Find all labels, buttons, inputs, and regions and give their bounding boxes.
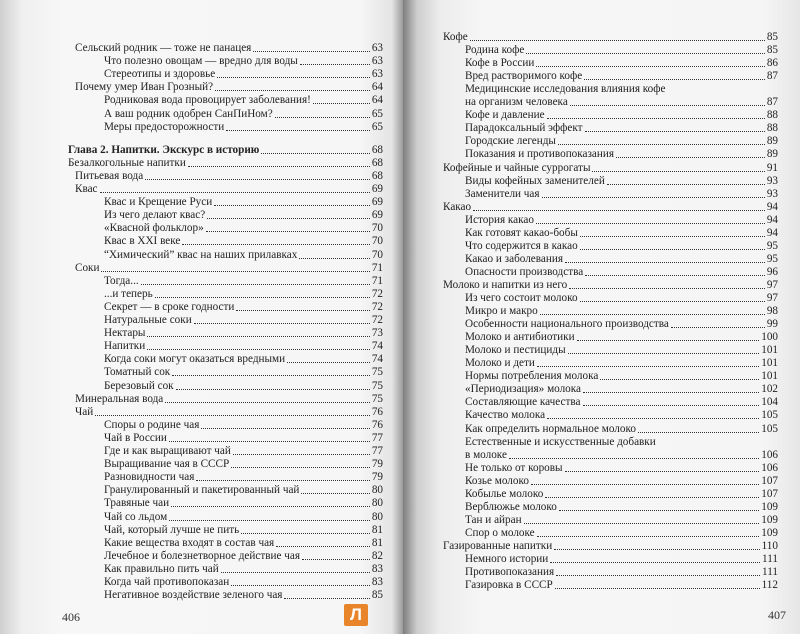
toc-entry-title: Кофейные и чайные суррогаты [443,161,591,174]
toc-entry-title: Квас [75,183,98,195]
toc-entry-title: Нектары [104,327,146,340]
dot-leader [261,153,369,154]
toc-entry-title: Когда соки могут оказаться вредными [104,353,286,366]
toc-entry-page: 63 [371,42,383,54]
toc-entry-page: 95 [766,239,778,252]
dot-leader [231,467,370,468]
toc-entry-page: 85 [371,589,383,602]
toc-entry-title: Как правильно пить чай [104,562,219,575]
dot-leader [226,130,370,131]
toc-entry-title: Гранулированный и пакетированный чай [104,484,300,497]
dot-leader [554,549,759,550]
toc-entry-title: «Периодизация» молока [465,383,581,396]
dot-leader [584,79,765,80]
toc-entry-title: Виды кофейных заменителей [465,174,605,187]
toc-entry-page: 63 [371,55,383,68]
labirint-logo: Л [344,604,368,626]
toc-entry-page: 76 [371,418,383,431]
dot-leader [176,389,370,390]
dot-leader [299,258,369,259]
toc-entry-page: 80 [371,484,383,497]
page-number-left: 406 [62,610,80,624]
toc-entry-title: Какао и заболевания [465,252,563,265]
toc-entry-title: Составляющие качества [465,396,581,409]
dot-leader [524,523,760,524]
toc-entry-title: Кофе в России [465,57,535,70]
toc-entry-page: 80 [371,510,383,523]
dot-leader [585,131,765,132]
dot-leader [607,184,765,185]
toc-entry-title: Парадоксальный эффект [465,122,583,135]
toc-entry-title: Споры о родине чая [104,418,200,431]
toc-entry-title: «Квасной фольклор» [104,222,204,235]
toc-entry-page: 71 [371,274,383,287]
dot-leader [201,428,369,429]
dot-leader [221,572,370,573]
toc-entry-page: 96 [766,265,778,278]
dot-leader [536,223,765,224]
toc-entry-page: 110 [761,539,778,552]
toc-entry-title: Естественные и искусственные добавки [465,435,656,448]
toc-entry-page: 85 [766,44,778,57]
toc-entry-page: 99 [766,318,778,331]
toc-entry-title: Из чего делают квас? [104,209,206,222]
toc-entry-title: Питьевая вода [75,169,144,182]
toc-entry-title: Не только от коровы [465,461,563,474]
dot-leader [577,340,760,341]
dot-leader [547,418,759,419]
toc-entry-page: 88 [766,122,778,135]
dot-leader [470,40,765,41]
toc-entry-title: Особенности национального производства [465,318,669,331]
dot-leader [147,336,369,337]
toc-entry-title: Натуральные соки [104,314,192,326]
toc-entry-page: 98 [766,305,778,318]
toc-entry-page: 64 [371,94,383,107]
dot-leader [301,493,369,494]
dot-leader [100,192,370,193]
toc-entry-page: 94 [766,200,778,213]
toc-entry-page: 68 [371,156,383,169]
toc-entry-title: Минеральная вода [75,392,164,405]
dot-leader [565,262,765,263]
toc-entry-title: Молоко и напитки из него [443,278,568,291]
dot-leader [253,51,369,52]
toc-entry-title: Кофе и давление [465,109,545,122]
dot-leader [141,284,370,285]
toc-entry-page: 85 [766,31,778,43]
toc-entry-page: 69 [371,196,383,209]
toc-entry-page: 72 [371,300,383,313]
toc-entry-page: 83 [371,576,383,588]
toc-entry-title: Секрет — в сроке годности [104,300,235,313]
toc-entry-title: Газировка в СССР [465,579,553,592]
toc-entry-page: 101 [761,344,778,357]
toc-entry-page: 111 [762,553,778,565]
dot-leader [95,415,370,416]
dot-leader [215,90,370,91]
toc-entry-page: 75 [371,392,383,405]
toc-entry-title: Стереотипы и здоровье [104,68,216,81]
dot-leader [526,53,764,54]
toc-entry-title: Качество молока [465,409,546,422]
toc-entry-page: 86 [766,57,778,70]
dot-leader [550,562,760,563]
toc-entry-title: Городские легенды [465,135,556,148]
toc-entry-title: Опасности производства [465,265,584,278]
dot-leader [570,105,765,106]
dot-leader [188,166,370,167]
toc-entry-title: Березовый сок [104,379,174,392]
toc-entry-page: 93 [766,174,778,187]
toc-entry-title: Молоко и пестициды [465,344,566,357]
toc-entry-title: Негативное воздействие зеленого чая [104,589,283,602]
toc-entry-page: 89 [766,135,778,148]
dot-leader [147,349,370,350]
toc-entry-page: 97 [766,292,778,304]
toc-entry-title: “Химический” квас на наших прилавках [104,248,298,261]
toc-entry-page: 64 [371,81,383,94]
toc-entry-title: Разновидности чая [104,471,195,484]
dot-leader [169,520,370,521]
toc-entry [104,119,383,134]
toc-entry-page: 74 [371,340,383,353]
toc-entry-page: 94 [766,226,778,239]
toc-entry-title: Противопоказания [465,566,555,579]
dot-leader [145,179,370,180]
toc-entry-page: 77 [371,445,383,457]
toc-entry-title: Родина кофе [465,44,525,57]
dot-leader [101,271,369,272]
dot-leader [241,533,370,534]
dot-leader [302,559,370,560]
dot-leader [531,484,759,485]
toc-entry-title: Чай [75,405,94,418]
dot-leader [545,497,759,498]
toc-entry-title: А ваш родник одобрен СанПиНом? [104,107,273,120]
toc-entry-title: Тогда... [104,274,139,287]
toc-entry-title: Напитки [104,340,146,353]
dot-leader [580,236,765,237]
toc-entry-title: Спор о молоке [465,526,535,539]
toc-entry-title: Квас в XXI веке [104,235,181,248]
toc-entry-page: 81 [371,523,383,536]
dot-leader [600,379,759,380]
toc-entry [465,577,778,592]
toc-entry-page: 79 [371,458,383,471]
toc-entry-page: 111 [762,566,778,579]
toc-entry-page: 72 [371,314,383,326]
page-number-right: 407 [768,608,786,622]
toc-entry-title: Чай со льдом [104,510,168,523]
toc-entry-page: 107 [761,487,778,500]
toc-entry [104,587,383,602]
toc-entry-page: 109 [761,513,778,526]
dot-leader [556,575,760,576]
toc-entry-page: 100 [761,331,778,344]
dot-leader [558,144,765,145]
right-page [403,0,800,634]
toc-entry-title: Тан и айран [465,513,522,526]
toc-entry-title: Вред растворимого кофе [465,70,583,83]
toc-entry-page: 109 [761,526,778,539]
dot-leader [671,327,765,328]
dot-leader [569,288,765,289]
toc-entry-page: 68 [371,169,383,182]
toc-entry-page: 70 [371,235,383,248]
dot-leader [214,205,370,206]
dot-leader [196,480,369,481]
dot-leader [287,362,370,363]
dot-leader [217,77,370,78]
toc-entry-page: 65 [371,107,383,120]
dot-leader [231,585,370,586]
dot-leader [155,297,370,298]
dot-leader [583,405,760,406]
toc-entry-title: ...и теперь [104,287,153,300]
dot-leader [616,157,765,158]
toc-entry-title: Кофе [443,31,468,43]
dot-leader [583,392,759,393]
toc-entry-page: 73 [371,327,383,340]
toc-entry-title: Выращивание чая в СССР [104,458,230,471]
dot-leader [194,323,370,324]
toc-entry-page: 97 [766,278,778,291]
dot-leader [580,301,765,302]
dot-leader [568,353,760,354]
toc-entry-title: Где и как выращивают чай [104,445,231,457]
toc-entry-page: 70 [371,222,383,235]
toc-entry-title: Микро и макро [465,305,538,318]
toc-entry-title: Когда чай противопоказан [104,576,230,588]
toc-entry-title: Показания и противопоказания [465,148,615,161]
toc-entry-page: 89 [766,148,778,161]
dot-leader [300,64,370,65]
toc-entry-page: 63 [371,68,383,81]
toc-entry-page: 109 [761,500,778,513]
dot-leader [537,536,760,537]
toc-entry-title: Глава 2. Напитки. Экскурс в историю [68,143,260,156]
toc-entry-title: Из чего состоит молоко [465,292,578,304]
toc-entry-title: Верблюжье молоко [465,500,557,513]
toc-entry-title: Молоко и дети [465,357,535,370]
dot-leader [275,117,370,118]
toc-entry-page: 75 [371,379,383,392]
toc-entry-page: 91 [766,161,778,174]
dot-leader [276,546,370,547]
toc-entry-page: 69 [371,209,383,222]
toc-entry-title: Безалкогольные напитки [68,156,186,169]
toc-entry-page: 82 [371,549,383,562]
toc-entry-page: 101 [761,370,778,383]
toc-entry-title: Квас и Крещение Руси [104,196,213,209]
toc-entry-title: Как определить нормальное молоко [465,422,636,435]
dot-leader [638,432,759,433]
dot-leader [555,588,760,589]
toc-entry-title: на организм человека [465,96,568,109]
dot-leader [172,375,370,376]
toc-entry-title: Какао [443,200,472,213]
dot-leader [236,310,369,311]
toc-entry-page: 76 [371,405,383,418]
toc-entry-page: 72 [371,287,383,300]
dot-leader [580,249,765,250]
dot-leader [206,231,370,232]
toc-entry-page: 102 [761,383,778,396]
toc-entry-title: Кобылье молоко [465,487,544,500]
toc-entry-title: в молоке [465,448,507,461]
dot-leader [182,244,369,245]
toc-entry-page: 80 [371,497,383,510]
toc-entry-title: Соки [75,261,100,274]
toc-entry-page: 77 [371,431,383,444]
toc-entry-title: Что содержится в какао [465,239,578,252]
dot-leader [537,366,759,367]
toc-entry-title: Лечебное и болезнетворное действие чая [104,549,300,562]
toc-entry-page: 106 [761,461,778,474]
dot-leader [233,454,370,455]
toc-entry-title: Сельский родник — тоже не панацея [75,42,252,54]
toc-entry-page: 106 [761,448,778,461]
toc-entry-title: Травяные чаи [104,497,170,510]
toc-entry-page: 68 [371,143,383,156]
dot-leader [565,471,760,472]
toc-entry-title: Газированные напитки [443,539,553,552]
toc-entry-page: 101 [761,357,778,370]
dot-leader [169,441,370,442]
toc-entry-title: Меры предосторожности [104,120,225,133]
dot-leader [592,171,764,172]
toc-entry-page: 81 [371,536,383,549]
toc-entry-title: Молоко и антибиотики [465,331,575,344]
toc-entry-page: 105 [761,422,778,435]
toc-entry-page: 83 [371,562,383,575]
dot-leader [547,118,765,119]
dot-leader [542,197,765,198]
toc-entry-page: 104 [761,396,778,409]
toc-entry-title: Какие вещества входят в состав чая [104,536,275,549]
toc-entry-title: Что полезно овощам — вредно для воды [104,55,298,68]
toc-entry-page: 71 [371,261,383,274]
dot-leader [171,506,370,507]
dot-leader [509,458,759,459]
toc-entry-page: 88 [766,109,778,122]
dot-leader [473,210,765,211]
toc-entry-page: 107 [761,474,778,487]
toc-entry-title: Нормы потребления молока [465,370,599,383]
toc-entry-page: 79 [371,471,383,484]
toc-entry-title: Немного истории [465,553,549,565]
dot-leader [313,103,370,104]
dot-leader [207,218,370,219]
toc-entry-title: Чай, который лучше не пить [104,523,240,536]
toc-entry-title: История какао [465,213,534,226]
toc-entry-title: Заменители чая [465,187,540,200]
dot-leader [559,510,759,511]
toc-entry-page: 93 [766,187,778,200]
toc-entry-title: Козье молоко [465,474,529,487]
toc-entry-page: 95 [766,252,778,265]
toc-entry-page: 87 [766,70,778,83]
toc-entry-page: 112 [761,579,778,592]
toc-entry-title: Как готовят какао-бобы [465,226,578,239]
toc-entry-title: Чай в России [104,431,167,444]
dot-leader [536,66,765,67]
toc-entry-page: 75 [371,366,383,379]
toc-entry-page: 94 [766,213,778,226]
toc-entry-title: Томатный сок [104,366,171,379]
dot-leader [540,314,765,315]
toc-entry-title: Медицинские исследования влияния кофе [465,83,666,96]
dot-leader [585,275,765,276]
toc-entry-page: 105 [761,409,778,422]
toc-entry-page: 70 [371,248,383,261]
toc-entry-title: Почему умер Иван Грозный? [75,81,214,94]
toc-entry-page: 74 [371,353,383,366]
toc-entry-page: 87 [766,96,778,109]
toc-entry-page: 69 [371,183,383,195]
toc-entry-page: 65 [371,120,383,133]
dot-leader [284,598,369,599]
toc-entry-title: Родниковая вода провоцирует заболевания! [104,94,311,107]
dot-leader [165,402,370,403]
